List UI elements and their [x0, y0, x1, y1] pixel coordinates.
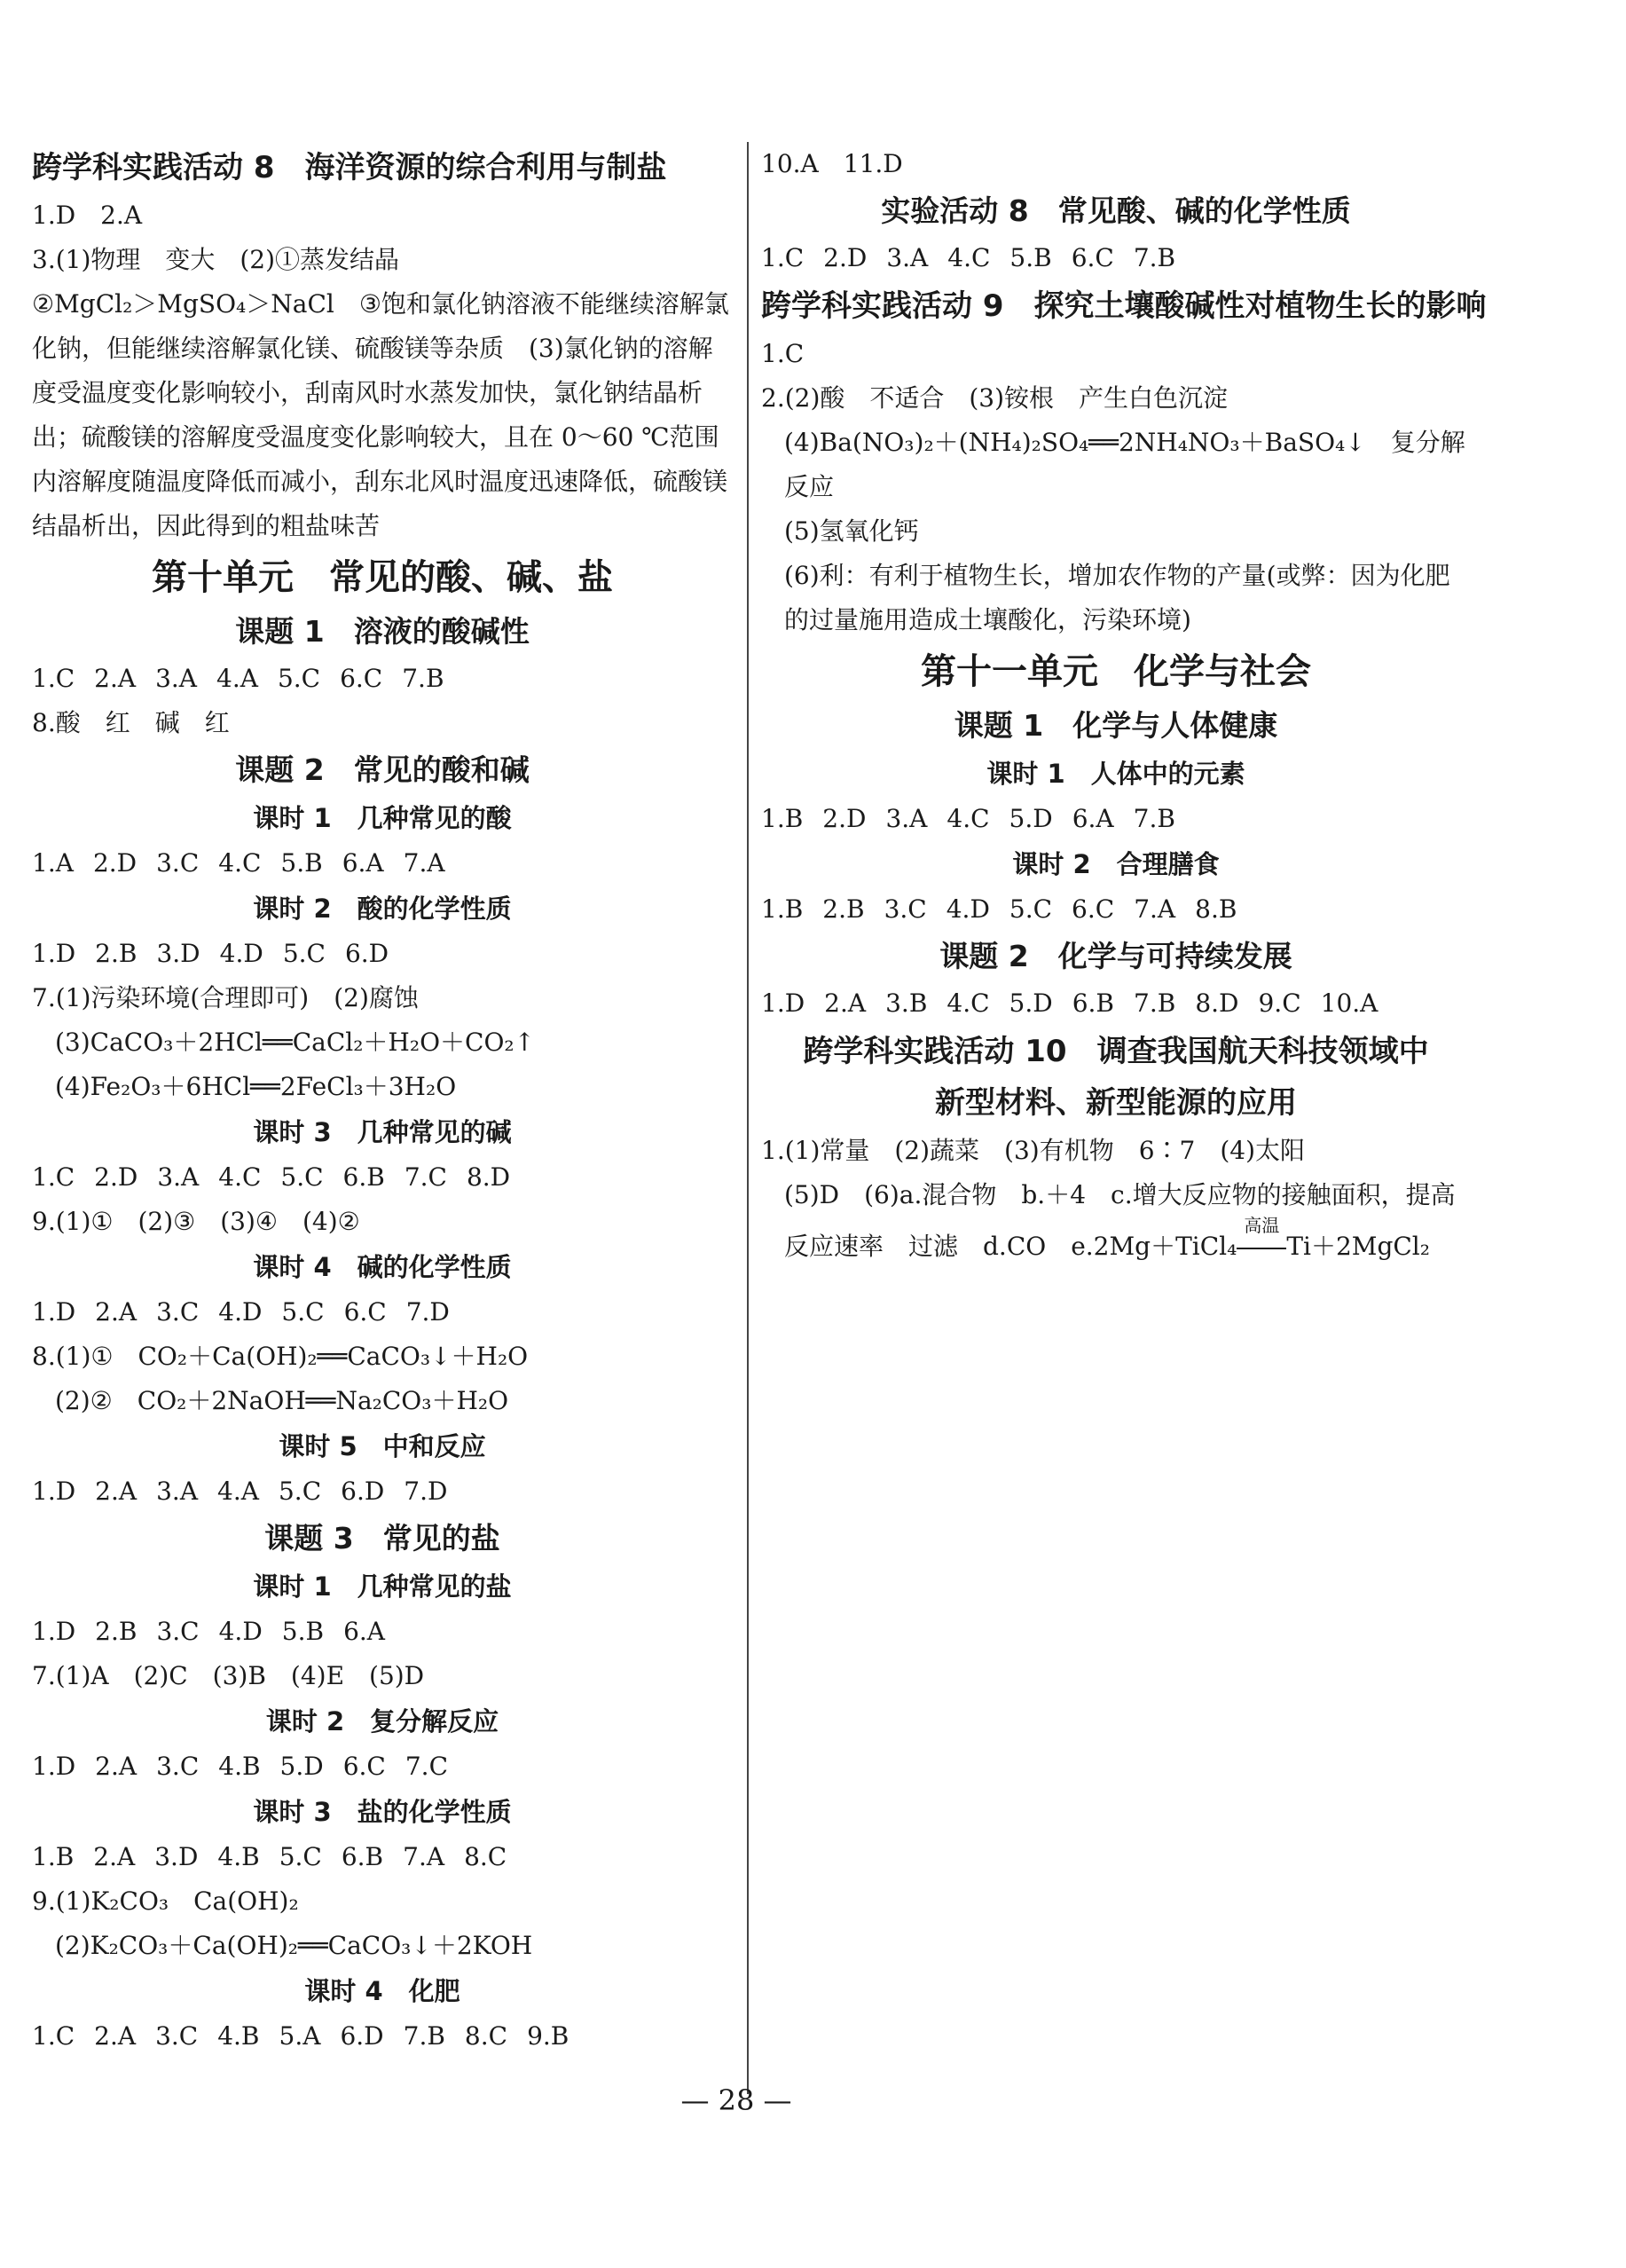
answer-item: 2.A — [95, 1297, 137, 1327]
answer-item: 4.C — [218, 1162, 262, 1192]
answer-item: 8.D — [1195, 988, 1239, 1018]
period-title: 课时 1 几种常见的盐 — [253, 1571, 512, 1602]
answer-item: 7.B — [402, 664, 444, 693]
answer-item: 7.B — [1133, 804, 1175, 833]
answer-item: 1.C — [32, 664, 75, 693]
answer-item: 3.C — [156, 1297, 200, 1327]
answer-item: 2.A — [94, 2021, 137, 2051]
equation-line: (3)CaCO₃＋2HCl══CaCl₂＋H₂O＋CO₂↑ — [55, 1028, 536, 1057]
answer-row — [32, 1610, 733, 1654]
answer-item: 5.C — [279, 1842, 322, 1871]
activity-8-title: 跨学科实践活动 8 海洋资源的综合利用与制盐 — [32, 150, 667, 185]
answer-item: 5.B — [1009, 243, 1052, 272]
answer-item: 5.D — [1009, 988, 1053, 1018]
answer-item: 6.A — [1072, 804, 1114, 833]
answer-item: 3.C — [156, 1752, 200, 1781]
answer-item: 7.A — [403, 848, 445, 878]
answer-item: 6.B — [1072, 988, 1115, 1018]
answer-item: 3.C — [155, 2021, 199, 2051]
answer-item: 5.C — [281, 1297, 325, 1327]
answer-row — [32, 1290, 733, 1335]
equation-line: (2)② CO₂＋2NaOH══Na₂CO₃＋H₂O — [55, 1386, 509, 1415]
answer-item: 4.B — [217, 1842, 260, 1871]
period-title: 课时 3 几种常见的碱 — [253, 1117, 512, 1147]
answer-item: 5.C — [278, 1477, 322, 1506]
answer-row — [32, 932, 733, 976]
answer-item: 6.C — [342, 1752, 386, 1781]
answer-item: 6.C — [343, 1297, 387, 1327]
answer-item: 4.D — [946, 894, 990, 924]
right-column — [761, 142, 1487, 1269]
answer-item: 4.D — [218, 1617, 263, 1646]
activity-10-title-line2: 新型材料、新型能源的应用 — [935, 1085, 1297, 1121]
answer-row — [32, 1469, 733, 1514]
answer-item: 5.A — [279, 2021, 321, 2051]
answer-item: 3.A — [885, 804, 928, 833]
answer-item: 2.D — [822, 804, 867, 833]
equation-line: (4)Fe₂O₃＋6HCl══2FeCl₃＋3H₂O — [55, 1072, 457, 1101]
answer-item: 4.C — [218, 848, 262, 878]
answer-item: 7.D — [404, 1477, 448, 1506]
answer-item: 8.C — [464, 2021, 508, 2051]
answer-item: 3.C — [156, 1617, 200, 1646]
reaction-condition: 高温 — [1244, 1215, 1280, 1236]
answer-item: 1.A — [32, 848, 74, 878]
answer-item: 6.D — [344, 939, 389, 968]
answer-line: 2.(2)酸 不适合 (3)铵根 产生白色沉淀 — [761, 383, 1229, 413]
answer-item: 6.D — [340, 2021, 384, 2051]
answer-item: 5.D — [1009, 804, 1053, 833]
answer-item: 6.C — [1072, 894, 1115, 924]
answer-item: 1.D — [32, 1752, 76, 1781]
answer-item: 7.B — [403, 2021, 445, 2051]
answer-item: 7.D — [405, 1297, 450, 1327]
answer-item: 2.A — [95, 1477, 137, 1506]
answer-item: 1.B — [761, 894, 804, 924]
answer-item: 1.C — [32, 2021, 75, 2051]
answer-item: 5.D — [279, 1752, 324, 1781]
period-title: 课时 4 化肥 — [304, 1976, 460, 2006]
answer-item: 4.C — [947, 988, 990, 1018]
equation-line: (4)Ba(NO₃)₂＋(NH₄)₂SO₄══2NH₄NO₃＋BaSO₄↓ 复分解反应 — [784, 428, 1465, 501]
answer-item: 6.B — [341, 1842, 384, 1871]
page-number: — 28 — — [680, 2083, 792, 2117]
answer-row — [761, 981, 1471, 1026]
answer-paragraph: ②MgCl₂＞MgSO₄＞NaCl ③饱和氯化钠溶液不能继续溶解氯化钠，但能继续溶解氯化镁、硫酸镁等杂质 (3)氯化钠的溶解度受温度变化影响较小，刮南风时水蒸发加快，氯化钠结晶析出；硫酸镁的溶解度受温度变化影响较大，且在 0～60 ℃范围内溶解度随温度降低而减小，刮东北风时温度迅速降低，硫酸镁结晶析出，因此得到的粗盐味苦 — [32, 289, 729, 540]
answer-row — [32, 2014, 733, 2059]
answer-item: 7.B — [1133, 243, 1176, 272]
answer-item: 2.B — [822, 894, 865, 924]
answer-item: 6.A — [343, 1617, 386, 1646]
answer-item: 2.D — [94, 1162, 138, 1192]
equation-right: Ti＋2MgCl₂ — [1286, 1232, 1430, 1261]
answer-item: 1.C — [32, 1162, 75, 1192]
answer-item: 1.B — [761, 804, 804, 833]
answer-item: 4.D — [219, 939, 263, 968]
answer-line: 9.(1)K₂CO₃ Ca(OH)₂ — [32, 1886, 299, 1916]
equation-line: (2)K₂CO₃＋Ca(OH)₂══CaCO₃↓＋2KOH — [55, 1931, 533, 1960]
answer-item: 2.A — [93, 1842, 136, 1871]
lesson-title: 课题 2 常见的酸和碱 — [235, 752, 530, 787]
answer-item: 6.D — [341, 1477, 385, 1506]
answer-line: (5)氢氧化钙 — [784, 516, 919, 546]
column-divider — [747, 142, 749, 2094]
answer-row — [32, 1744, 733, 1789]
answer-line: 3.(1)物理 变大 (2)①蒸发结晶 — [32, 245, 400, 274]
answer-item: 3.A — [886, 243, 929, 272]
answer-item: 6.A — [342, 848, 384, 878]
answer-item: 10.A — [1320, 988, 1379, 1018]
answer-item: 1.C — [761, 243, 805, 272]
answer-item: 7.A — [1134, 894, 1176, 924]
answer-row — [761, 236, 1471, 280]
activity-10-title-line1: 跨学科实践活动 10 调查我国航天科技领域中 — [803, 1034, 1429, 1069]
answer-item: 8.B — [1195, 894, 1237, 924]
answer-item: 4.B — [218, 1752, 261, 1781]
answer-line: 1.D 2.A — [32, 201, 143, 230]
answer-item: 2.D — [823, 243, 868, 272]
answer-item: 2.B — [95, 939, 137, 968]
answer-item: 3.C — [156, 848, 200, 878]
answer-item: 3.D — [154, 1842, 199, 1871]
answer-item: 6.B — [342, 1162, 385, 1192]
answer-item: 9.B — [527, 2021, 569, 2051]
answer-item: 7.C — [404, 1162, 447, 1192]
answer-item: 3.A — [156, 1477, 199, 1506]
unit-10-title: 第十单元 常见的酸、碱、盐 — [152, 557, 613, 598]
period-title: 课时 3 盐的化学性质 — [253, 1797, 512, 1827]
answer-line: 7.(1)污染环境(合理即可) (2)腐蚀 — [32, 983, 419, 1012]
answer-item: 6.C — [1071, 243, 1114, 272]
answer-row — [32, 841, 733, 886]
answer-item: 5.B — [280, 848, 323, 878]
experiment-8-title: 实验活动 8 常见酸、碱的化学性质 — [881, 193, 1351, 228]
answer-item: 2.A — [94, 664, 137, 693]
answer-paragraph: (6)利：有利于植物生长，增加农作物的产量(或弊：因为化肥的过量施用造成土壤酸化，污染环境) — [784, 561, 1450, 634]
unit-11-title: 第十一单元 化学与社会 — [921, 651, 1311, 692]
answer-item: 2.A — [95, 1752, 137, 1781]
answer-item: 4.B — [217, 2021, 260, 2051]
answer-item: 1.D — [32, 1617, 76, 1646]
equation-line — [761, 1215, 1471, 1269]
activity-9-title: 跨学科实践活动 9 探究土壤酸碱性对植物生长的影响 — [761, 288, 1487, 324]
answer-item: 7.A — [403, 1842, 445, 1871]
answer-item: 1.B — [32, 1842, 75, 1871]
answer-line: (5)D (6)a.混合物 b.＋4 c.增大反应物的接触面积，提高 — [784, 1180, 1456, 1209]
answer-row — [32, 1155, 733, 1200]
lesson-title: 课题 3 常见的盐 — [264, 1521, 500, 1555]
reaction-arrow — [1237, 1215, 1286, 1269]
left-column — [32, 142, 733, 2059]
answer-row — [761, 887, 1471, 932]
answer-item: 6.C — [340, 664, 383, 693]
period-title: 课时 4 碱的化学性质 — [253, 1252, 512, 1282]
answer-line: 1.C — [761, 339, 805, 368]
answer-item: 5.C — [282, 939, 326, 968]
answer-item: 8.D — [466, 1162, 511, 1192]
equation-left: 反应速率 过滤 d.CO e.2Mg＋TiCl₄ — [784, 1232, 1237, 1261]
answer-item: 5.C — [277, 664, 321, 693]
answer-item: 1.D — [32, 1477, 76, 1506]
answer-line: 10.A 11.D — [761, 149, 903, 178]
period-title: 课时 2 酸的化学性质 — [253, 894, 512, 924]
answer-line: 8.酸 红 碱 红 — [32, 708, 230, 737]
answer-line: 7.(1)A (2)C (3)B (4)E (5)D — [32, 1661, 425, 1690]
answer-item: 3.C — [884, 894, 927, 924]
answer-item: 3.A — [155, 664, 198, 693]
answer-row — [32, 657, 733, 701]
answer-line: 9.(1)① (2)③ (3)④ (4)② — [32, 1207, 360, 1236]
lesson-title: 课题 1 化学与人体健康 — [954, 708, 1278, 743]
period-title: 课时 2 复分解反应 — [265, 1706, 499, 1736]
answer-row — [761, 797, 1471, 841]
answer-item: 5.B — [281, 1617, 325, 1646]
answer-item: 4.C — [947, 243, 991, 272]
answer-item: 5.C — [1009, 894, 1053, 924]
answer-item: 4.A — [217, 1477, 259, 1506]
answer-item: 7.C — [405, 1752, 448, 1781]
answer-row — [32, 1835, 733, 1879]
answer-item: 5.C — [280, 1162, 324, 1192]
answer-item: 1.D — [761, 988, 805, 1018]
answer-item: 3.D — [156, 939, 200, 968]
period-title: 课时 1 几种常见的酸 — [253, 803, 512, 833]
answer-item: 8.C — [464, 1842, 507, 1871]
answer-item: 4.C — [947, 804, 990, 833]
answer-item: 2.A — [824, 988, 867, 1018]
answer-item: 1.D — [32, 1297, 76, 1327]
answer-item: 2.B — [95, 1617, 137, 1646]
answer-item: 3.A — [157, 1162, 200, 1192]
answer-item: 4.D — [218, 1297, 263, 1327]
answer-item: 2.D — [92, 848, 137, 878]
period-title: 课时 5 中和反应 — [279, 1431, 486, 1461]
answer-item: 4.A — [216, 664, 258, 693]
answer-item: 1.D — [32, 939, 76, 968]
answer-item: 7.B — [1134, 988, 1176, 1018]
period-title: 课时 2 合理膳食 — [1012, 849, 1220, 879]
equation-line: 8.(1)① CO₂＋Ca(OH)₂══CaCO₃↓＋H₂O — [32, 1342, 529, 1371]
period-title: 课时 1 人体中的元素 — [986, 759, 1245, 789]
answer-item: 3.B — [885, 988, 928, 1018]
lesson-title: 课题 1 溶液的酸碱性 — [235, 614, 530, 649]
lesson-title: 课题 2 化学与可持续发展 — [939, 939, 1292, 973]
answer-line: 1.(1)常量 (2)蔬菜 (3)有机物 6∶7 (4)太阳 — [761, 1136, 1305, 1165]
answer-item: 9.C — [1258, 988, 1301, 1018]
